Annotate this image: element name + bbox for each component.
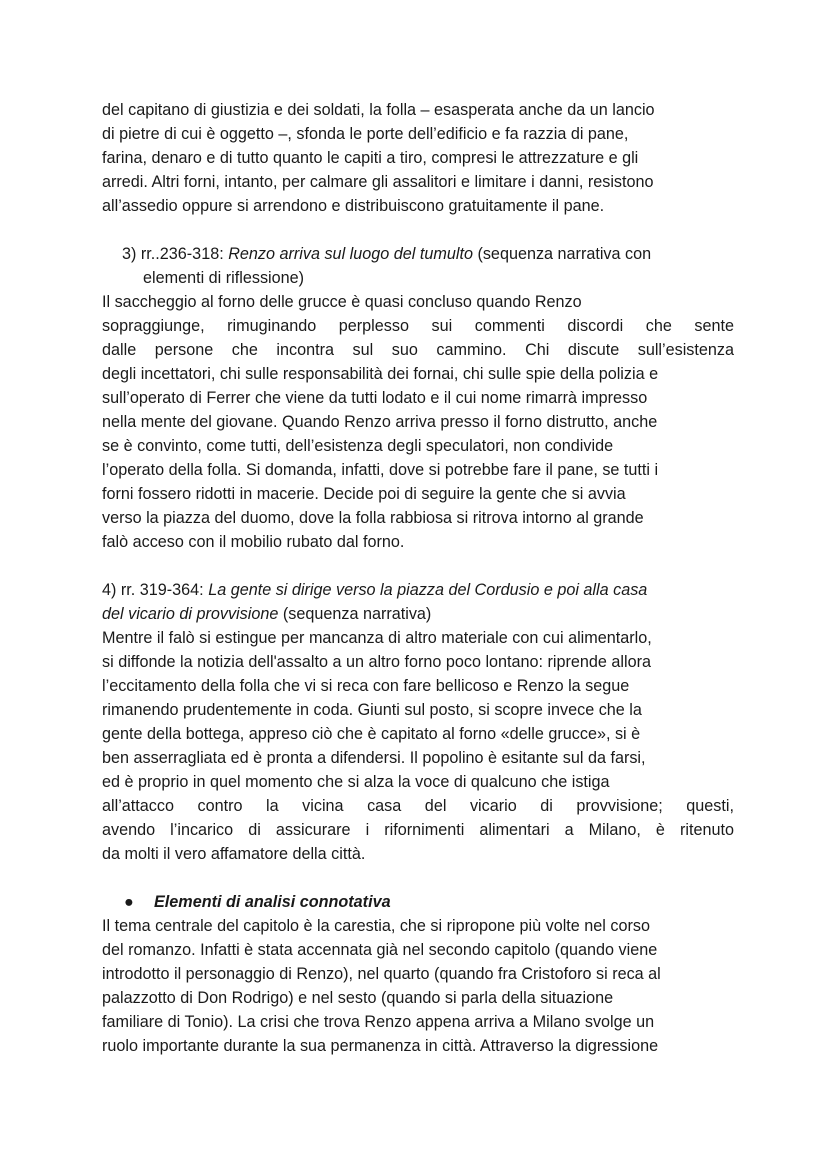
text-line: ben asserragliata ed è pronta a difendersi. Il popolino è esitante sul da farsi, xyxy=(102,749,646,767)
text-line: l’eccitamento della folla che vi si reca con fare bellicoso e Renzo la segue xyxy=(102,677,630,695)
text-line: all’attacco contro la vicina casa del vicario di provvisione; questi, xyxy=(102,797,734,815)
text-line: arredi. Altri forni, intanto, per calmare gli assalitori e limitare i danni, resistono xyxy=(102,173,654,191)
bullet-dot-icon: ● xyxy=(124,893,134,911)
text-line: del capitano di giustizia e dei soldati, la folla – esasperata anche da un lancio xyxy=(102,101,655,119)
section-4-title: La gente si dirige verso la piazza del Cordusio e poi alla casa xyxy=(208,581,648,599)
bullet-heading xyxy=(102,890,734,914)
text-line: si diffonde la notizia dell'assalto a un altro forno poco lontano: riprende allora xyxy=(102,653,652,671)
text-line: Il saccheggio al forno delle grucce è quasi concluso quando Renzo xyxy=(102,293,582,311)
section-4-ref: 4) rr. 319-364: xyxy=(102,581,209,599)
text-line: Il tema centrale del capitolo è la carestia, che si ripropone più volte nel corso xyxy=(102,917,650,935)
text-line: familiare di Tonio). La crisi che trova Renzo appena arriva a Milano svolge un xyxy=(102,1013,655,1031)
text-line: sopraggiunge, rimuginando perplesso sui commenti discordi che sente xyxy=(102,317,734,335)
text-line: dalle persone che incontra sul suo cammino. Chi discute sull’esistenza xyxy=(102,341,734,359)
paragraph-renzo-tumulto xyxy=(102,290,734,554)
text-line: all’assedio oppure si arrendono e distribuiscono gratuitamente il pane. xyxy=(102,197,605,215)
text-line: rimanendo prudentemente in coda. Giunti sul posto, si scopre invece che la xyxy=(102,701,642,719)
paragraph-analisi xyxy=(102,914,734,1058)
text-line: farina, denaro e di tutto quanto le capiti a tiro, compresi le attrezzature e gli xyxy=(102,149,639,167)
text-line: del romanzo. Infatti è stata accennata già nel secondo capitolo (quando viene xyxy=(102,941,658,959)
paragraph-assalto-forno xyxy=(102,98,734,218)
text-column xyxy=(102,98,734,1058)
text-line: ed è proprio in quel momento che si alza la voce di qualcuno che istiga xyxy=(102,773,610,791)
text-line: sull’operato di Ferrer che viene da tutti lodato e il cui nome rimarrà impresso xyxy=(102,389,648,407)
text-line: falò acceso con il mobilio rubato dal forno. xyxy=(102,533,405,551)
section-4-type: (sequenza narrativa) xyxy=(278,605,432,623)
section-3-number: 3) xyxy=(122,245,137,263)
text-line: se è convinto, come tutti, dell’esistenza degli speculatori, non condivide xyxy=(102,437,614,455)
text-line: gente della bottega, appreso ciò che è capitato al forno «delle grucce», si è xyxy=(102,725,641,743)
text-line: forni fossero ridotti in macerie. Decide poi di seguire la gente che si avvia xyxy=(102,485,626,503)
section-4-title-cont: del vicario di provvisione xyxy=(102,605,279,623)
section-3-heading xyxy=(102,242,734,290)
section-3-type: (sequenza narrativa con xyxy=(472,245,652,263)
text-line: degli incettatori, chi sulle responsabilità dei fornai, chi sulle spie della polizia e xyxy=(102,365,659,383)
section-3-type-cont: elementi di riflessione) xyxy=(143,269,305,287)
section-4-heading xyxy=(102,578,734,626)
text-line: avendo l’incarico di assicurare i rifornimenti alimentari a Milano, è ritenuto xyxy=(102,821,734,839)
paragraph-cordusio xyxy=(102,626,734,866)
text-line: palazzotto di Don Rodrigo) e nel sesto (quando si parla della situazione xyxy=(102,989,614,1007)
text-line: verso la piazza del duomo, dove la folla rabbiosa si ritrova intorno al grande xyxy=(102,509,644,527)
text-line: da molti il vero affamatore della città. xyxy=(102,845,366,863)
text-line: di pietre di cui è oggetto –, sfonda le porte dell’edificio e fa razzia di pane, xyxy=(102,125,629,143)
text-line: ruolo importante durante la sua permanenza in città. Attraverso la digressione xyxy=(102,1037,659,1055)
text-line: introdotto il personaggio di Renzo), nel quarto (quando fra Cristoforo si reca al xyxy=(102,965,661,983)
text-line: l’operato della folla. Si domanda, infatti, dove si potrebbe fare il pane, se tutti i xyxy=(102,461,659,479)
section-3-ref: rr..236-318: xyxy=(140,245,229,263)
section-3-title: Renzo arriva sul luogo del tumulto xyxy=(228,245,473,263)
text-line: Mentre il falò si estingue per mancanza di altro materiale con cui alimentarlo, xyxy=(102,629,652,647)
text-line: nella mente del giovane. Quando Renzo arriva presso il forno distrutto, anche xyxy=(102,413,658,431)
bullet-heading-text: Elementi di analisi connotativa xyxy=(154,893,391,911)
